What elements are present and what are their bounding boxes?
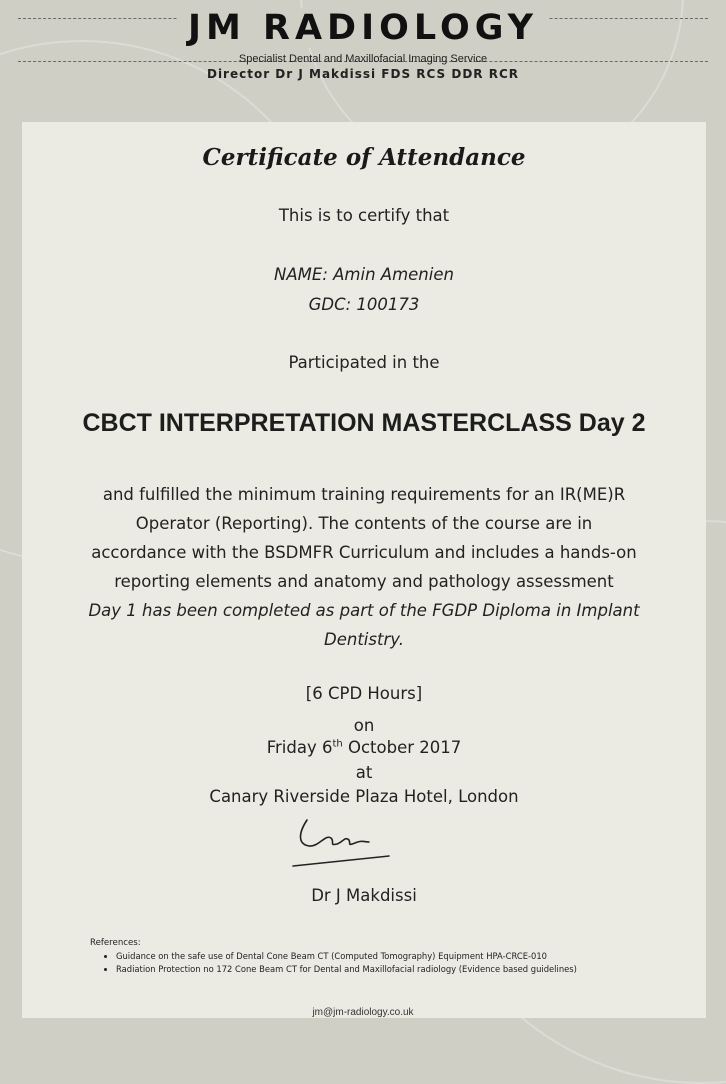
description-line: accordance with the BSDMFR Curriculum and includes a hands-on	[91, 543, 637, 562]
signatory-name: Dr J Makdissi	[311, 886, 417, 905]
course-description	[22, 480, 706, 654]
certificate-title: Certificate of Attendance	[202, 144, 526, 171]
signature	[285, 812, 395, 872]
references	[90, 938, 690, 977]
day1-line: Day 1 has been completed as part of the FGDP Diploma in Implant	[88, 601, 640, 620]
description-line: and fulfilled the minimum training requirements for an IR(ME)R	[102, 485, 626, 504]
footer-email: jm@jm-radiology.co.uk	[312, 1007, 414, 1018]
at-text: at	[355, 763, 373, 782]
certificate-panel	[22, 122, 706, 1018]
on-text: on	[353, 716, 375, 735]
reference-item: • Guidance on the safe use of Dental Cone Beam CT (Computed Tomography) Equipment HPA-CRCE-010	[116, 951, 690, 961]
tagline: Specialist Dental and Maxillofacial Imaging Service	[238, 53, 488, 65]
certify-text: This is to certify that	[278, 206, 450, 225]
gdc-number: GDC: 100173	[308, 295, 420, 314]
brand-title: JM RADIOLOGY	[0, 8, 726, 48]
participated-text: Participated in the	[288, 353, 440, 372]
reference-item: • Radiation Protection no 172 Cone Beam CT for Dental and Maxillofacial radiology (Evidence based guidelines)	[116, 964, 690, 974]
letterhead	[0, 0, 726, 100]
cpd-hours: [6 CPD Hours]	[305, 684, 423, 703]
venue: Canary Riverside Plaza Hotel, London	[209, 787, 519, 806]
references-heading: References:	[90, 938, 141, 948]
director-line: Director Dr J Makdissi FDS RCS DDR RCR	[206, 67, 519, 81]
description-line: reporting elements and anatomy and pathology assessment	[114, 572, 614, 591]
description-line: Operator (Reporting). The contents of the course are in	[135, 514, 593, 533]
day1-line: Dentistry.	[324, 630, 404, 649]
attendee-name: NAME: Amin Amenien	[274, 265, 454, 284]
course-date: Friday 6th October 2017	[266, 738, 462, 757]
course-title: CBCT INTERPRETATION MASTERCLASS Day 2	[82, 409, 646, 437]
